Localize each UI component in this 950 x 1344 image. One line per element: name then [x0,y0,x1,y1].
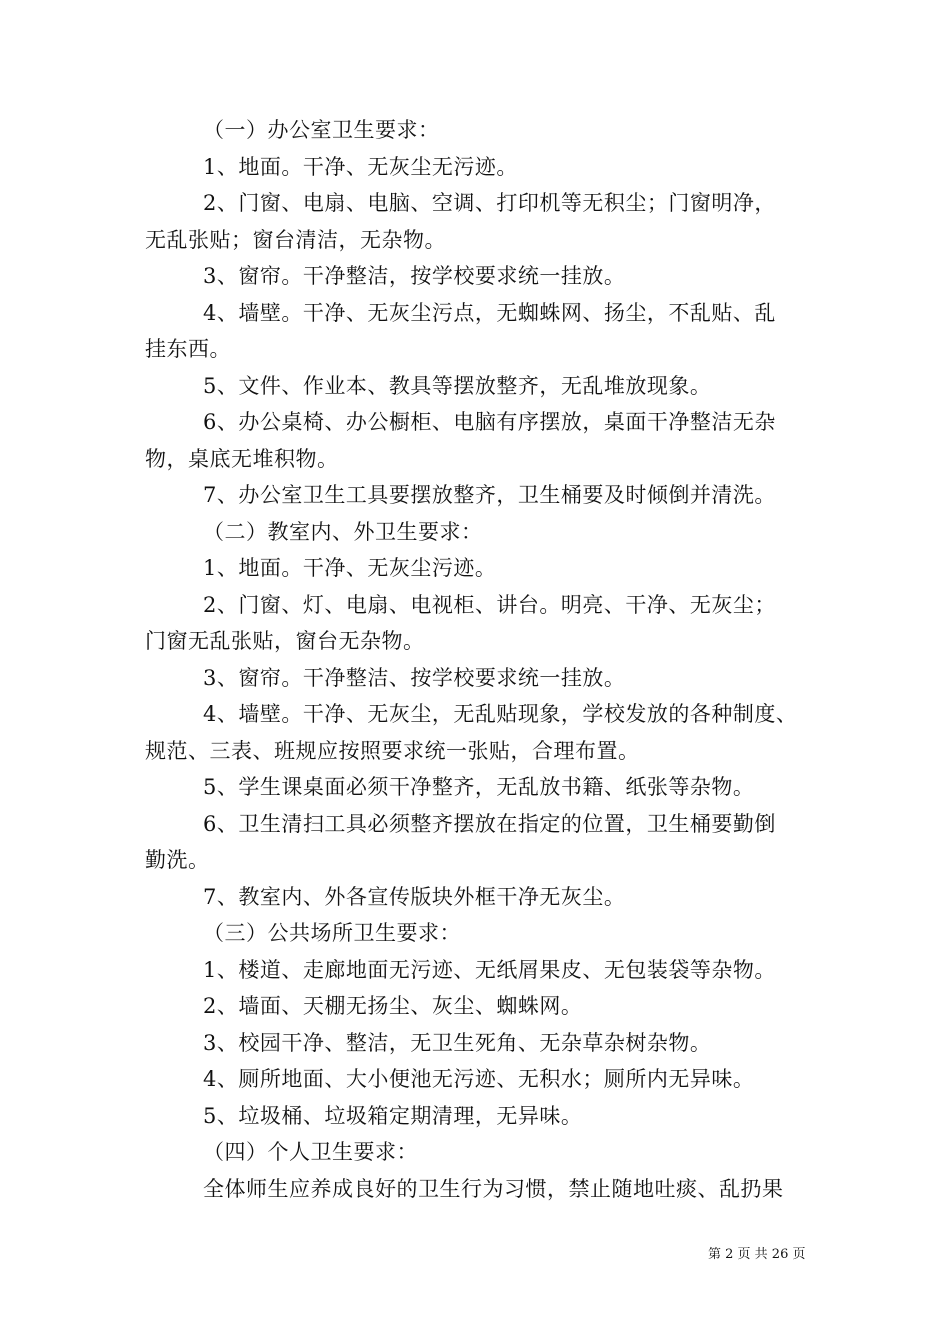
paragraph-line: 勤洗。 [145,848,210,872]
paragraph-line: 7、办公室卫生工具要摆放整齐，卫生桶要及时倾倒并清洗。 [203,483,776,507]
paragraph-line: 6、卫生清扫工具必须整齐摆放在指定的位置，卫生桶要勤倒 [203,811,776,836]
paragraph-line: 4、墙壁。干净、无灰尘污点，无蜘蛛网、扬尘，不乱贴、乱 [203,300,776,325]
paragraph-line: 1、地面。干净、无灰尘污迹。 [203,556,497,580]
paragraph-line: 挂东西。 [145,337,231,361]
paragraph-line: 全体师生应养成良好的卫生行为习惯，禁止随地吐痰、乱扔果 [203,1176,784,1201]
paragraph-line: 3、校园干净、整洁，无卫生死角、无杂草杂树杂物。 [203,1030,712,1055]
paragraph-line: 2、门窗、电扇、电脑、空调、打印机等无积尘；门窗明净， [203,191,776,215]
paragraph-line: 2、墙面、天棚无扬尘、灰尘、蜘蛛网。 [203,994,583,1018]
paragraph-line: 3、窗帘。干净整洁、按学校要求统一挂放。 [203,665,626,690]
paragraph-line: 门窗无乱张贴，窗台无杂物。 [145,629,425,653]
section-heading-office: （一）办公室卫生要求： [203,118,440,142]
paragraph-line: 3、窗帘。干净整洁，按学校要求统一挂放。 [203,264,626,288]
paragraph-line: 5、垃圾桶、垃圾箱定期清理，无异味。 [203,1103,583,1128]
paragraph-line: 规范、三表、班规应按照要求统一张贴，合理布置。 [145,738,640,763]
paragraph-line: 5、学生课桌面必须干净整齐，无乱放书籍、纸张等杂物。 [203,775,755,799]
paragraph-line: 7、教室内、外各宣传版块外框干净无灰尘。 [203,884,626,909]
document-body [145,112,815,1207]
paragraph-line: 1、楼道、走廊地面无污迹、无纸屑果皮、无包装袋等杂物。 [203,957,776,982]
section-heading-classroom: （二）教室内、外卫生要求： [203,519,483,544]
paragraph-line: 1、地面。干净、无灰尘无污迹。 [203,154,518,179]
section-heading-personal: （四）个人卫生要求： [203,1140,418,1164]
paragraph-line: 5、文件、作业本、教具等摆放整齐，无乱堆放现象。 [203,373,712,398]
paragraph-line: 物，桌底无堆积物。 [145,446,339,471]
paragraph-line: 4、墙壁。干净、无灰尘，无乱贴现象，学校发放的各种制度、 [203,702,798,726]
paragraph-line: 2、门窗、灯、电扇、电视柜、讲台。明亮、干净、无灰尘； [203,592,776,617]
section-heading-public: （三）公共场所卫生要求： [203,921,461,945]
paragraph-line: 6、办公桌椅、办公橱柜、电脑有序摆放，桌面干净整洁无杂 [203,410,776,434]
page-number-footer: 第 2 页 共 26 页 [708,1247,806,1262]
paragraph-line: 无乱张贴；窗台清洁，无杂物。 [145,227,446,252]
paragraph-line: 4、厕所地面、大小便池无污迹、无积水；厕所内无异味。 [203,1067,755,1091]
